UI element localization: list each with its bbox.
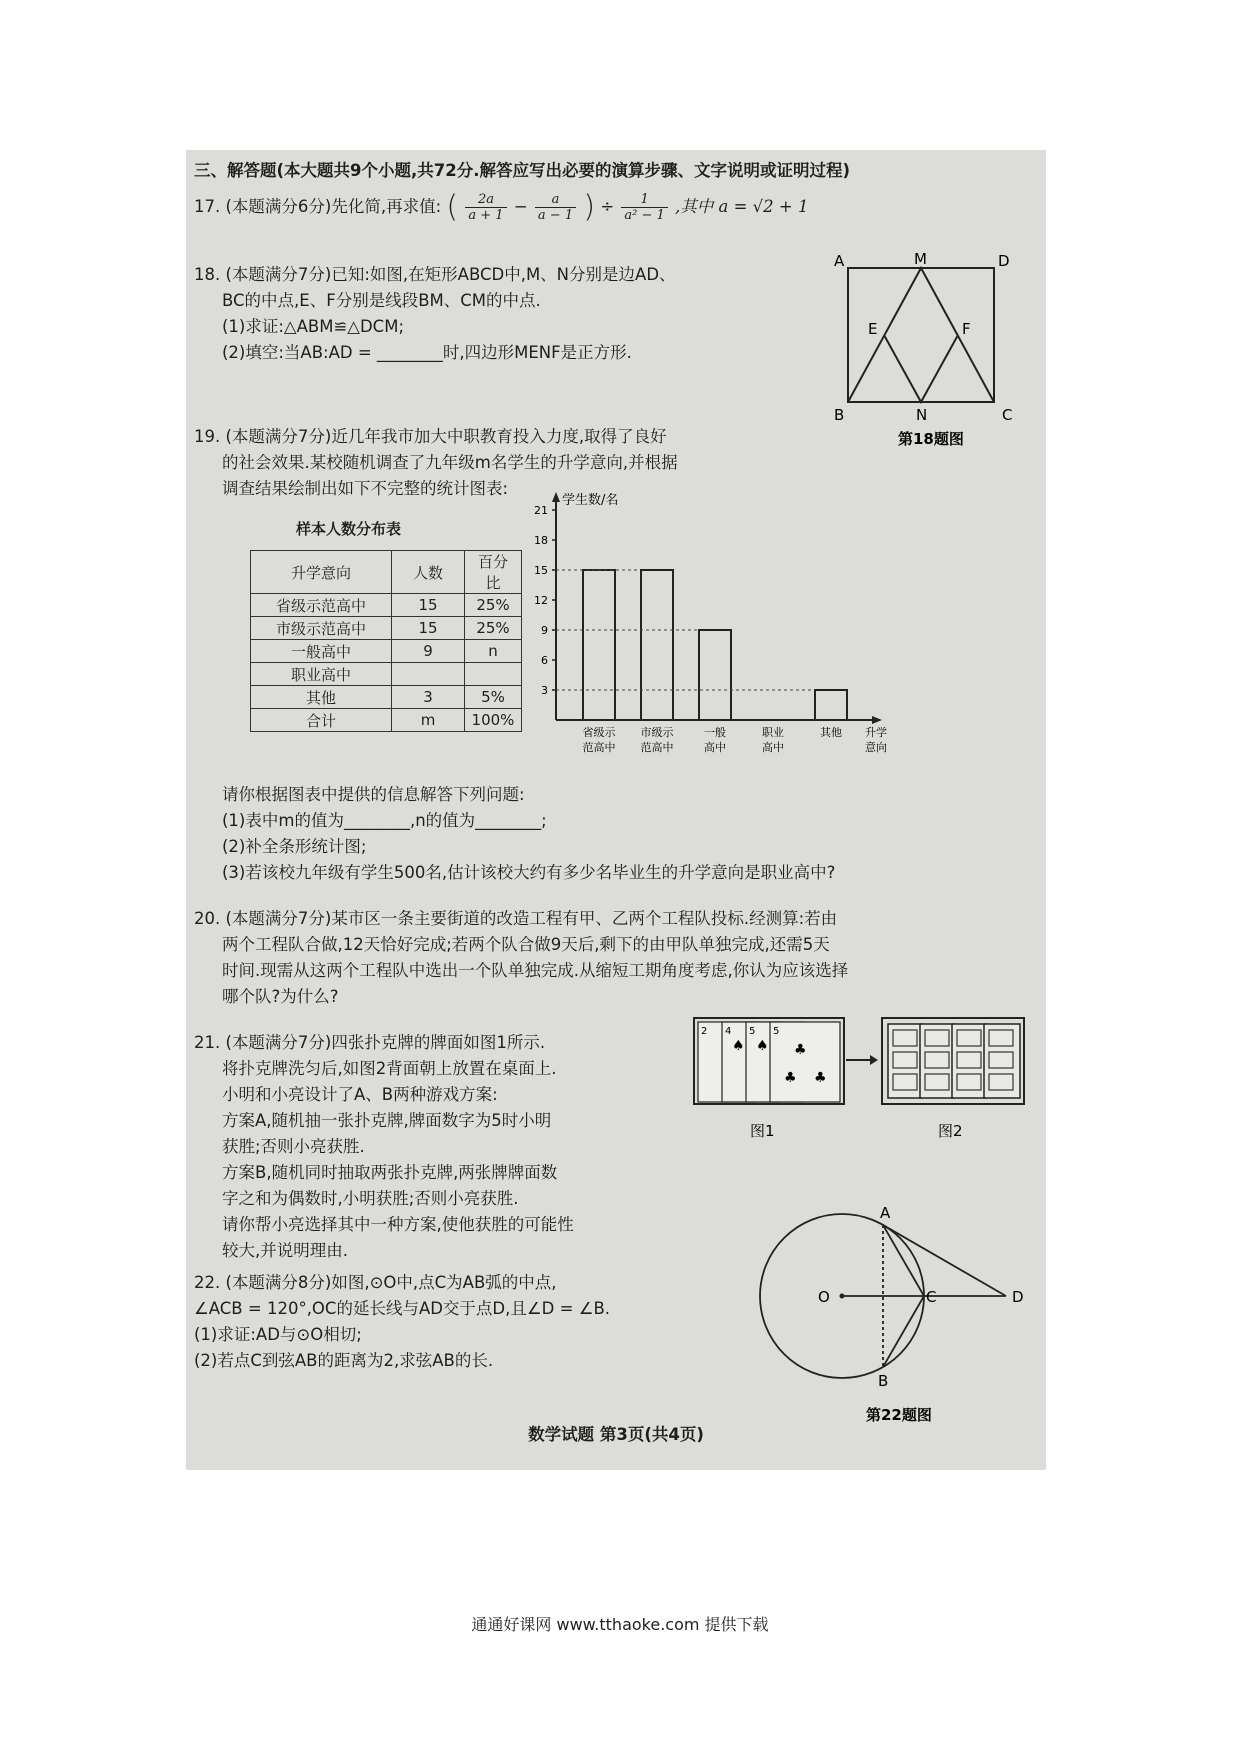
x-tick-label: 省级示 — [582, 726, 616, 739]
x-tick-label: 范高中 — [582, 741, 616, 754]
x-tick-label: 范高中 — [640, 741, 674, 754]
site-footer: 通通好课网 www.tthaoke.com 提供下载 — [471, 1615, 769, 1634]
q21-line8: 请你帮小亮选择其中一种方案,使他获胜的可能性 — [222, 1215, 574, 1234]
y-tick-label: 15 — [534, 564, 548, 577]
y-tick-label: 9 — [541, 624, 548, 637]
q20-line1: 20. (本题满分7分)某市区一条主要街道的改造工程有甲、乙两个工程队投标.经测算:若由 — [194, 909, 838, 928]
q21-figure — [684, 1012, 1029, 1172]
q21-line9: 较大,并说明理由. — [222, 1241, 348, 1260]
q21-line4: 方案A,随机抽一张扑克牌,牌面数字为5时小明 — [222, 1111, 552, 1130]
y-axis-label: 学生数/名 — [562, 493, 619, 508]
q18-label-C: C — [1002, 406, 1013, 424]
q17-div: ÷ — [600, 197, 615, 216]
q17-tail: ,其中 a = √2 + 1 — [675, 197, 809, 216]
bar — [815, 690, 847, 720]
x-axis-arrow-icon — [872, 716, 882, 724]
table-row — [251, 640, 522, 663]
q18-label-B: B — [834, 406, 845, 424]
q18-label-A: A — [834, 252, 845, 270]
y-tick-label: 6 — [541, 654, 548, 667]
q22-line1: 22. (本题满分8分)如图,⊙O中,点C为AB弧的中点, — [194, 1273, 557, 1292]
q22-label-O: O — [818, 1288, 830, 1306]
q18-label-M: M — [914, 250, 927, 268]
q22-label-B: B — [878, 1372, 889, 1390]
table-header: 升学意向 — [251, 551, 392, 594]
q19-table — [250, 550, 522, 732]
q17-den3: a² − 1 — [624, 208, 665, 223]
fig2-card-backs — [882, 1018, 1024, 1104]
table-cell — [465, 663, 522, 686]
table-cell: n — [465, 640, 522, 663]
q21-line1: 21. (本题满分7分)四张扑克牌的牌面如图1所示. — [194, 1033, 546, 1052]
q22-figure — [746, 1200, 1046, 1450]
q19-bar-chart — [516, 490, 896, 780]
table-cell: 省级示范高中 — [251, 594, 392, 617]
table-cell — [392, 663, 465, 686]
card — [770, 1022, 840, 1102]
q21-line3: 小明和小亮设计了A、B两种游戏方案: — [222, 1085, 498, 1104]
table-cell: 合计 — [251, 709, 392, 732]
section-header: 三、解答题(本大题共9个小题,共72分.解答应写出必要的演算步骤、文字说明或证明过程) — [194, 161, 851, 180]
x-tick-label: 市级示 — [640, 726, 674, 739]
table-header: 百分比 — [465, 551, 522, 594]
x-tick-label: 其他 — [820, 726, 842, 739]
line-AD — [883, 1225, 1006, 1296]
table-header-row — [251, 551, 522, 594]
card-value: 5 — [749, 1026, 756, 1037]
table-cell: 5% — [465, 686, 522, 709]
q17-den2: a − 1 — [537, 208, 574, 223]
q22-line4: (2)若点C到弦AB的距离为2,求弦AB的长. — [194, 1351, 494, 1370]
card-value: 2 — [701, 1026, 708, 1037]
q22-line3: (1)求证:AD与⊙O相切; — [194, 1325, 362, 1344]
q17-den1: a + 1 — [468, 208, 504, 223]
arrow-head-icon — [870, 1055, 878, 1065]
table-header: 人数 — [392, 551, 465, 594]
y-tick-label: 3 — [541, 684, 548, 697]
table-cell: 25% — [465, 617, 522, 640]
table-cell: 9 — [392, 640, 465, 663]
q22-label-A: A — [880, 1204, 891, 1222]
q22-label-C: C — [926, 1288, 937, 1306]
y-tick-label: 12 — [534, 594, 548, 607]
q21-line7: 字之和为偶数时,小明获胜;否则小亮获胜. — [222, 1189, 519, 1208]
q18-label-N: N — [916, 406, 928, 424]
q17-minus: − — [513, 197, 528, 216]
q17-num2: a — [535, 192, 576, 208]
q18-line3: (1)求证:△ABM≌△DCM; — [222, 317, 404, 336]
spade-icon: ♠ — [732, 1038, 745, 1054]
q18-line1: 18. (本题满分7分)已知:如图,在矩形ABCD中,M、N分别是边AD、 — [194, 265, 676, 284]
fig1-cards — [694, 1018, 844, 1104]
q19-line1: 19. (本题满分7分)近几年我市加大中职教育投入力度,取得了良好 — [194, 427, 667, 446]
table-cell: 25% — [465, 594, 522, 617]
bar — [641, 570, 673, 720]
table-cell: 15 — [392, 617, 465, 640]
table-cell: 职业高中 — [251, 663, 392, 686]
q19-q2: (2)补全条形统计图; — [222, 837, 367, 856]
x-tick-label: 一般 — [704, 726, 726, 739]
q18-line2: BC的中点,E、F分别是线段BM、CM的中点. — [222, 291, 541, 310]
page-footer: 数学试题 第3页(共4页) — [528, 1425, 704, 1444]
center-dot — [840, 1294, 845, 1299]
y-tick-label: 18 — [534, 534, 548, 547]
q20-line3: 时间.现需从这两个工程队中选出一个队单独完成.从缩短工期角度考虑,你认为应该选择 — [222, 961, 849, 980]
q17: 17. (本题满分6分)先化简,再求值: ( $\frac{2a}{a + 1}$ − $\frac{a}{a - 1}$ ) ÷ $\frac{1}{\text{a² − 1}}$ ,其中 a = √2 + 1 — [194, 189, 809, 225]
q19-q3: (3)若该校九年级有学生500名,估计该校大约有多少名毕业生的升学意向是职业高中? — [222, 863, 836, 882]
q19-line3: 调查结果绘制出如下不完整的统计图表: — [222, 479, 509, 498]
q17-num1: 2a — [465, 192, 506, 208]
q18-line4: (2)填空:当AB:AD = ________时,四边形MENF是正方形. — [222, 343, 632, 362]
table-cell: 市级示范高中 — [251, 617, 392, 640]
q21-line6: 方案B,随机同时抽取两张扑克牌,两张牌牌面数 — [222, 1163, 558, 1182]
y-axis-arrow-icon — [552, 492, 560, 502]
q18-label-F: F — [962, 320, 971, 338]
q19-table-title: 样本人数分布表 — [296, 520, 402, 538]
q19-line2: 的社会效果.某校随机调查了九年级m名学生的升学意向,并根据 — [222, 453, 678, 472]
bar — [699, 630, 731, 720]
scanned-page — [186, 150, 1046, 1470]
q17-num3: 1 — [621, 192, 667, 208]
x-tick-label: 高中 — [704, 741, 726, 754]
fig2-caption: 图2 — [938, 1122, 963, 1140]
x-tick-label: 高中 — [762, 741, 784, 754]
q22-label-D: D — [1012, 1288, 1024, 1306]
x-tick-label: 职业 — [762, 726, 784, 739]
club-icon: ♣ — [794, 1042, 807, 1058]
table-cell: 其他 — [251, 686, 392, 709]
x-axis-label: 升学 — [865, 726, 887, 739]
q18-caption: 第18题图 — [898, 430, 964, 448]
q18-figure — [826, 250, 1026, 450]
club-icon: ♣ — [784, 1070, 797, 1086]
q21-line2: 将扑克牌洗匀后,如图2背面朝上放置在桌面上. — [222, 1059, 557, 1078]
y-tick-label: 21 — [534, 504, 548, 517]
table-cell: 一般高中 — [251, 640, 392, 663]
q20-line4: 哪个队?为什么? — [222, 987, 339, 1006]
q22-line2: ∠ACB = 120°,OC的延长线与AD交于点D,且∠D = ∠B. — [194, 1299, 611, 1318]
bar — [583, 570, 615, 720]
q22-caption: 第22题图 — [866, 1406, 932, 1424]
table-cell: m — [392, 709, 465, 732]
q21-line5: 获胜;否则小亮获胜. — [222, 1137, 365, 1156]
table-row — [251, 709, 522, 732]
q19-q1: (1)表中m的值为________,n的值为________; — [222, 811, 547, 830]
table-row — [251, 663, 522, 686]
q20-line2: 两个工程队合做,12天恰好完成;若两个队合做9天后,剩下的由甲队单独完成,还需5天 — [222, 935, 830, 954]
fig1-caption: 图1 — [750, 1122, 775, 1140]
q18-label-E: E — [868, 320, 878, 338]
table-row — [251, 617, 522, 640]
q18-label-D: D — [998, 252, 1010, 270]
table-row — [251, 594, 522, 617]
table-cell: 100% — [465, 709, 522, 732]
card-value: 4 — [725, 1026, 732, 1037]
card-value: 5 — [773, 1026, 780, 1037]
spade-icon: ♠ — [756, 1038, 769, 1054]
q17-head: 17. (本题满分6分)先化简,再求值: — [194, 197, 442, 216]
club-icon: ♣ — [814, 1070, 827, 1086]
table-cell: 3 — [392, 686, 465, 709]
x-axis-label: 意向 — [865, 741, 887, 754]
table-row — [251, 686, 522, 709]
q19-intro: 请你根据图表中提供的信息解答下列问题: — [222, 785, 525, 804]
table-cell: 15 — [392, 594, 465, 617]
